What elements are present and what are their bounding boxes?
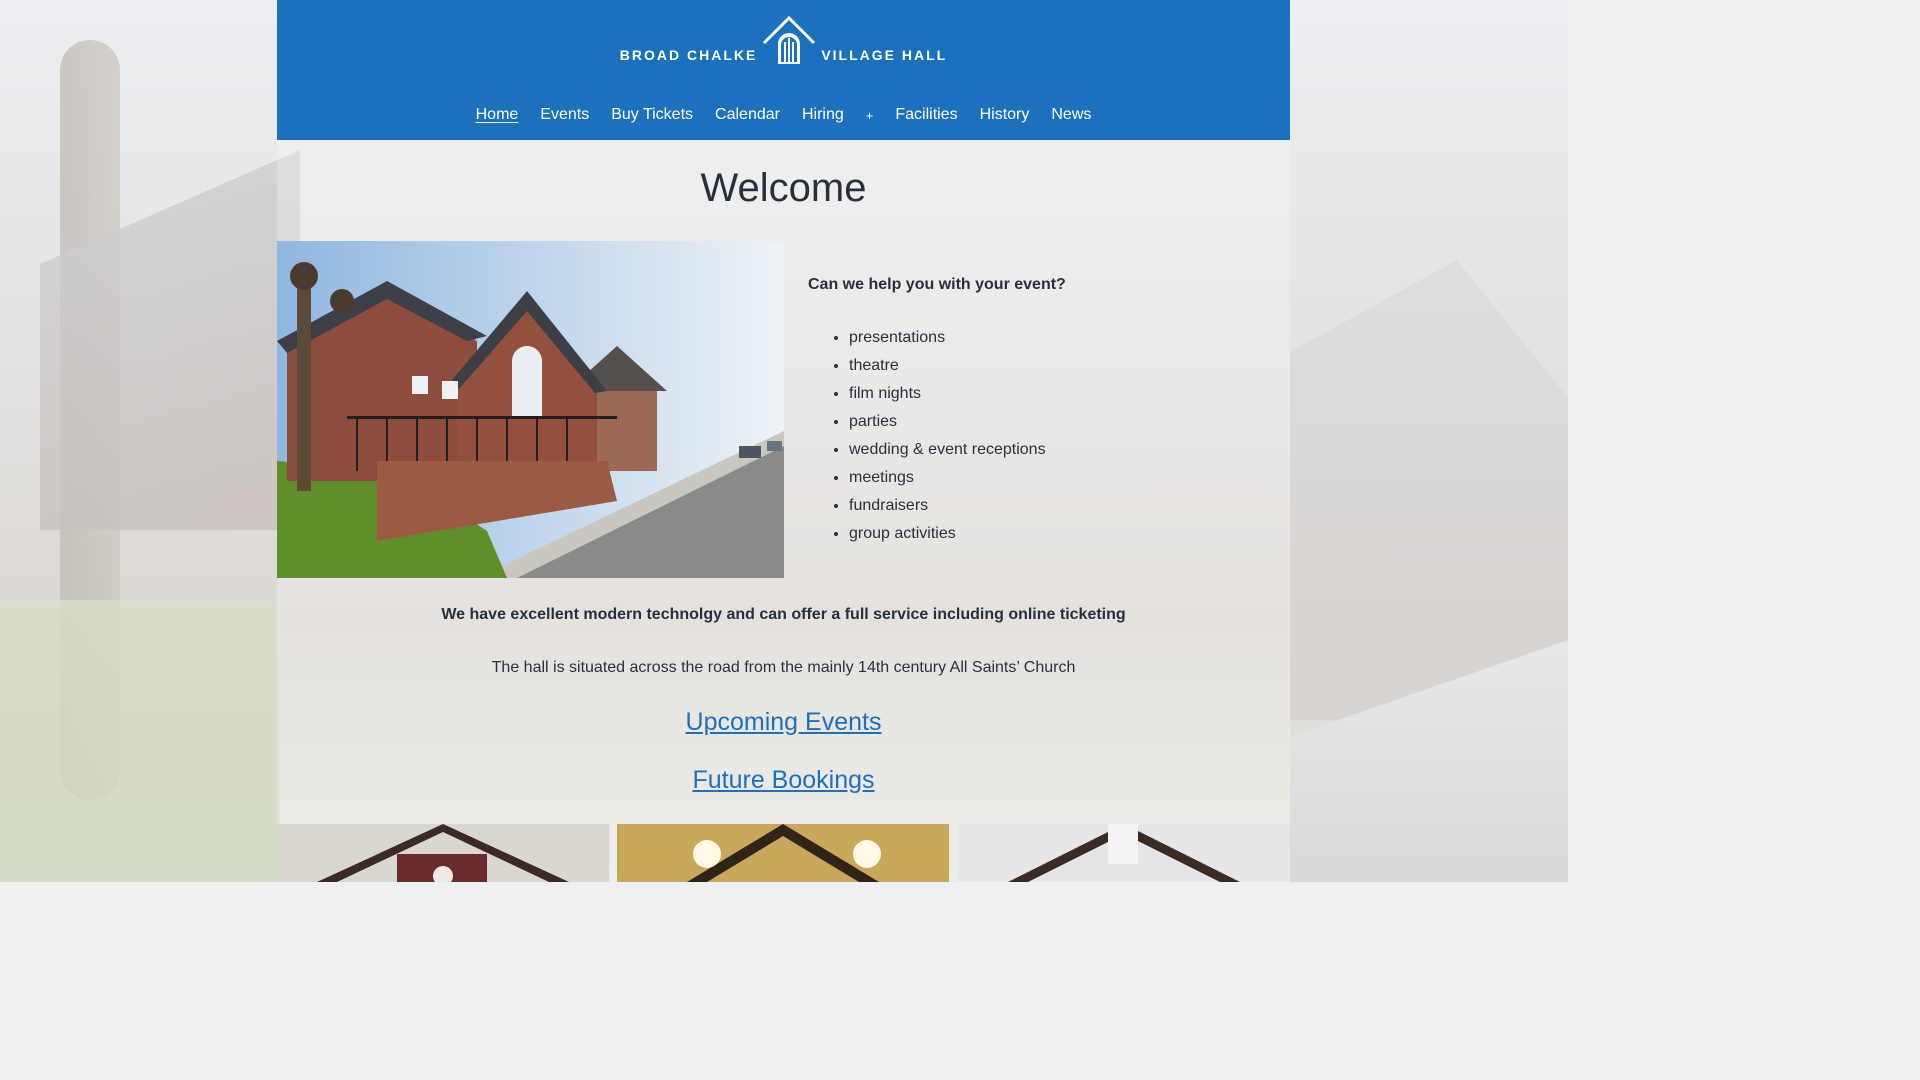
technology-statement: We have excellent modern technolgy and can offer a full service including online ticketing (441, 606, 1126, 623)
hall-window-icon (761, 16, 817, 64)
nav-home[interactable]: Home (475, 106, 519, 123)
list-item: • parties (849, 408, 1268, 436)
nav-buy-tickets[interactable]: Buy Tickets (611, 106, 694, 123)
list-item: • group activities (849, 520, 1268, 548)
nav-events[interactable]: Events (540, 106, 590, 123)
village-hall-photo (277, 241, 784, 578)
hall-interior-gallery (277, 824, 1290, 882)
nav-facilities[interactable]: Facilities (895, 106, 958, 123)
logo-text-right: VILLAGE HALL (821, 47, 948, 63)
list-item: • theatre (849, 352, 1268, 380)
page-content (277, 0, 1290, 882)
event-help-question: Can we help you with your event? (808, 276, 1066, 293)
event-types-list (849, 324, 1268, 548)
nav-history[interactable]: History (979, 106, 1030, 123)
interior-photo-3[interactable] (958, 824, 1290, 882)
event-help-section (808, 276, 1268, 548)
upcoming-events-link[interactable]: Upcoming Events (685, 708, 882, 736)
hiring-submenu-expand-icon[interactable]: + (865, 108, 874, 123)
site-logo[interactable] (277, 14, 1290, 64)
logo-text-left: BROAD CHALKE (619, 47, 758, 63)
nav-calendar[interactable]: Calendar (715, 106, 780, 123)
nav-news[interactable]: News (1051, 106, 1092, 123)
location-statement: The hall is situated across the road from the mainly 14th century All Saints’ Church (491, 659, 1076, 676)
main-navigation (277, 106, 1290, 124)
interior-photo-1[interactable] (277, 824, 609, 882)
list-item: • wedding & event receptions (849, 436, 1268, 464)
list-item: • fundraisers (849, 492, 1268, 520)
interior-photo-2[interactable] (617, 824, 949, 882)
list-item: • presentations (849, 324, 1268, 352)
future-bookings-link[interactable]: Future Bookings (692, 766, 875, 794)
page-title: Welcome (700, 166, 867, 210)
list-item: • meetings (849, 464, 1268, 492)
site-header (277, 0, 1290, 140)
nav-hiring[interactable]: Hiring (801, 106, 844, 123)
list-item: • film nights (849, 380, 1268, 408)
